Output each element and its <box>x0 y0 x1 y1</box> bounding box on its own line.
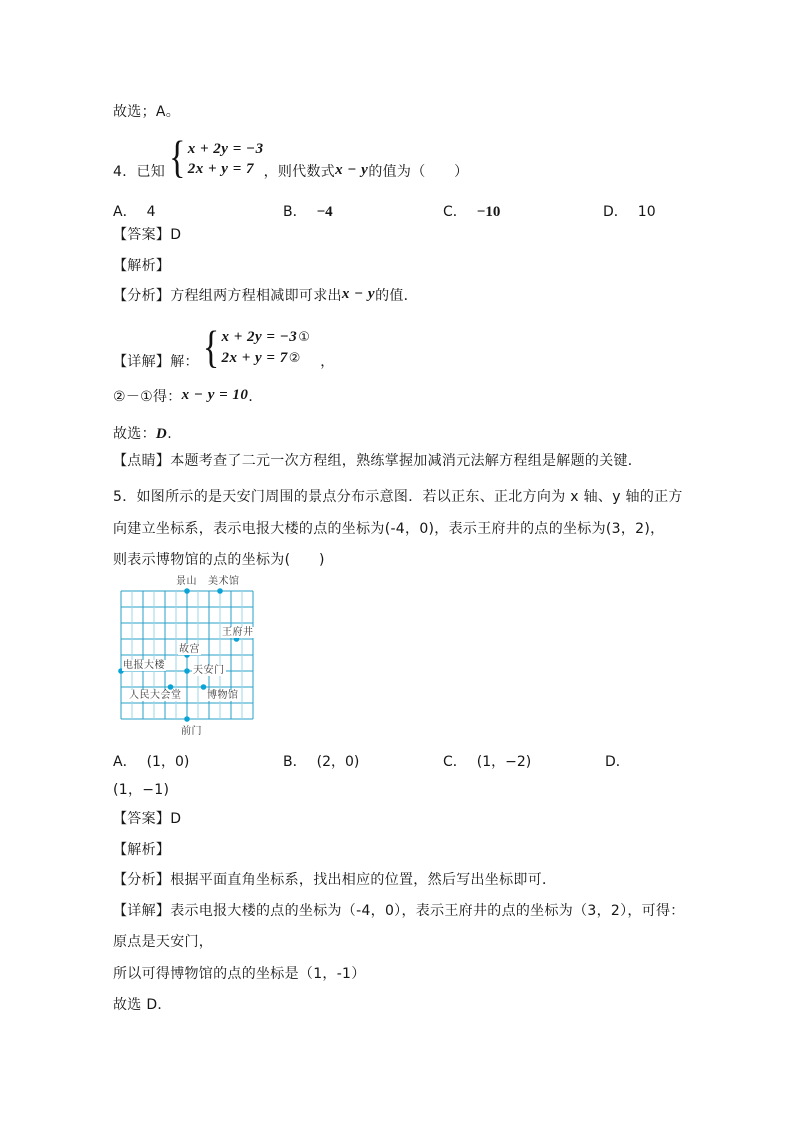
map-label-tiananmen: 天安门 <box>193 665 225 676</box>
q4-select-line: 故选：D. <box>113 426 173 442</box>
q4-options-row <box>113 201 680 219</box>
q5-solution-line-b: 所以可得博物馆的点的坐标是（1，-1） <box>113 966 366 982</box>
q5-option-c: C． (1，−2) <box>443 754 532 770</box>
xiangjie-tag: 【详解】 <box>113 354 171 370</box>
prev-answer-line: 故选；A。 <box>113 104 181 120</box>
equation-2: 2x + y = 7 <box>221 350 288 366</box>
q4-prefix: 4．已知 <box>113 164 166 180</box>
map-label-gugong: 故宫 <box>179 644 200 655</box>
xiangjie-pre: 解： <box>170 354 199 370</box>
q4-fenxi-line: 【分析】方程组两方程相减即可求出x − y的值． <box>113 286 418 304</box>
q4-option-d: D． 10 <box>603 204 656 220</box>
q5-stem-line-3: 则表示博物馆的点的坐标为( ) <box>113 552 325 568</box>
q5-select-line: 故选 D． <box>113 997 172 1013</box>
q5-options-row <box>113 751 680 769</box>
map-label-bowuguan: 博物馆 <box>207 690 239 701</box>
q4-xiangjie-block <box>113 322 335 372</box>
tiananmen-map-diagram <box>117 574 283 746</box>
q4-option-c: C． −10 <box>443 204 501 220</box>
equation-1: x + 2y = −3 <box>221 329 298 345</box>
q5-answer-value: D <box>170 811 182 827</box>
q4-answer-line: 【答案】D <box>113 227 182 243</box>
q5-solution-line-a: 原点是天安门， <box>113 934 214 950</box>
left-brace: { <box>202 322 220 373</box>
q5-answer-line: 【答案】D <box>113 811 182 827</box>
map-label-dianbaodalou: 电报大楼 <box>123 660 165 671</box>
equation-2: 2x + y = 7 <box>187 161 254 177</box>
circled-2: ② <box>288 351 301 366</box>
q5-stem-line-1: 5．如图所示的是天安门周围的景点分布示意图．若以正东、正北方向为 x 轴、y 轴的正方 <box>113 489 683 505</box>
fenxi-inline-math: x − y <box>341 286 376 302</box>
map-label-wangfujing: 王府井 <box>222 627 254 638</box>
q5-jiexi-line: 【解析】 <box>113 842 171 858</box>
map-label-jingshan: 景山 <box>176 576 197 587</box>
q4-inline-math: x − y <box>335 162 369 178</box>
xiangjie-comma: ， <box>320 354 335 370</box>
q5-option-b: B． (2，0) <box>283 754 360 770</box>
q4-step-line: ②－①得：x − y = 10． <box>113 387 263 405</box>
q5-stem-line-2: 向建立坐标系，表示电报大楼的点的坐标为(-4，0)，表示王府井的点的坐标为(3，2)， <box>113 521 665 537</box>
left-brace: { <box>169 132 186 183</box>
q4-dianjing-line: 【点睛】本题考查了二元一次方程组，熟练掌握加减消元法解方程组是解题的关键． <box>113 453 643 469</box>
q4-mid: ，则代数式 <box>263 164 336 180</box>
equation-system <box>188 139 264 179</box>
q4-option-a: A． 4 <box>113 204 156 220</box>
q4-jiexi-line: 【解析】 <box>113 258 171 274</box>
q5-xiangjie-line: 【详解】表示电报大楼的点的坐标为（-4，0），表示王府井的点的坐标为（3，2），可得： <box>113 903 685 919</box>
q4-selected-option: D <box>155 426 168 442</box>
step-math: x − y = 10 <box>181 387 249 403</box>
circled-1: ① <box>298 330 311 345</box>
q5-fenxi-line: 【分析】根据平面直角坐标系，找出相应的位置，然后写出坐标即可． <box>113 872 557 888</box>
q5-option-d: D． <box>605 754 630 770</box>
map-label-qianmen: 前门 <box>181 726 202 737</box>
numbered-equation-system <box>221 327 310 369</box>
q4-suffix: 的值为（ ） <box>368 164 469 180</box>
map-label-meishuguan: 美术馆 <box>208 576 240 587</box>
equation-1: x + 2y = −3 <box>187 141 264 157</box>
q5-option-d-value: (1，−1) <box>113 782 170 798</box>
q4-answer-value: D <box>170 227 182 243</box>
question-4-stem <box>113 130 468 182</box>
q4-option-b: B． −4 <box>283 204 333 220</box>
map-label-renmindahuitang: 人民大会堂 <box>129 690 182 701</box>
q5-option-a: A． (1，0) <box>113 754 190 770</box>
